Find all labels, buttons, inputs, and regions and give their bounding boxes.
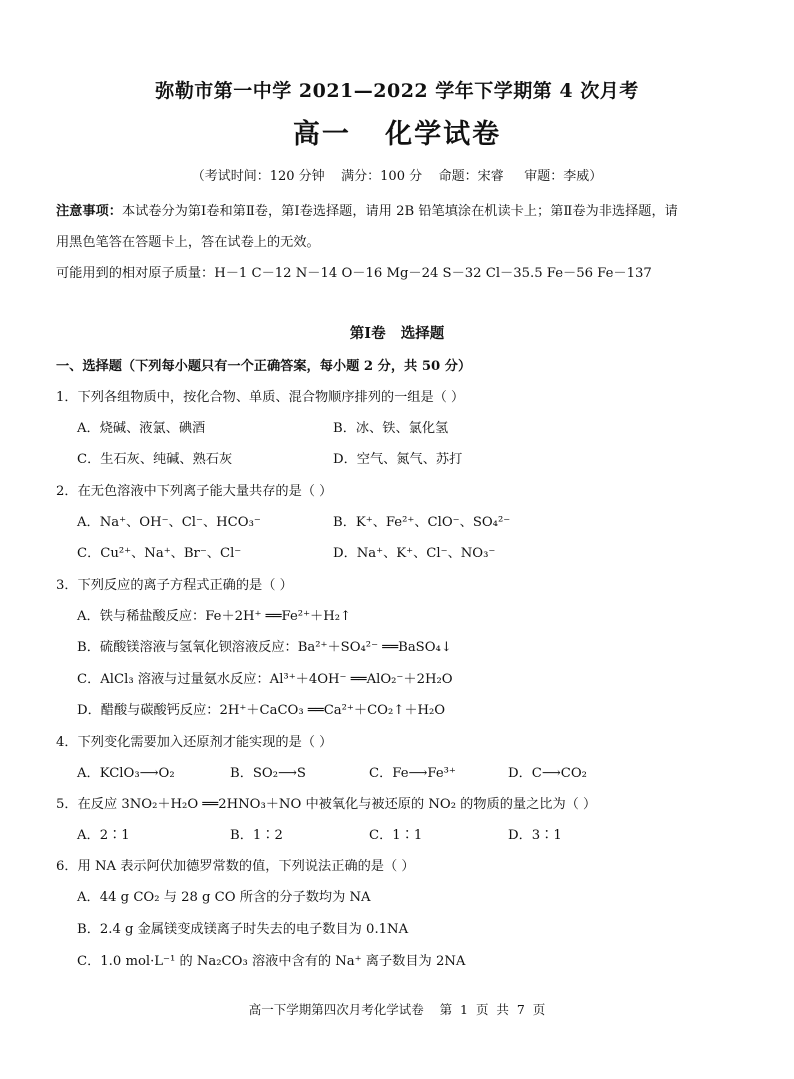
q3-option-c: C．AlCl₃ 溶液与过量氨水反应：Al³⁺＋4OH⁻ ══AlO₂⁻＋2H₂O [77, 672, 453, 687]
question-6-stem: 6．用 NA 表示阿伏加德罗常数的值，下列说法正确的是（ ） [56, 859, 415, 874]
q3-option-a: A．铁与稀盐酸反应：Fe＋2H⁺ ══Fe²⁺＋H₂↑ [77, 609, 352, 624]
notice-line-2: 用黑色笔答在答题卡上，答在试卷上的无效。 [56, 235, 320, 250]
q2-option-c: C．Cu²⁺、Na⁺、Br⁻、Cl⁻ [77, 546, 242, 561]
q1-option-c: C．生石灰、纯碱、熟石灰 [77, 452, 233, 467]
q1-option-a: A．烧碱、液氯、碘酒 [77, 421, 206, 436]
q5-option-b: B．1∶2 [230, 828, 283, 843]
question-3-stem: 3．下列反应的离子方程式正确的是（ ） [56, 578, 293, 593]
q1-option-b: B．冰、铁、氯化氢 [333, 421, 449, 436]
q5-option-d: D．3∶1 [508, 828, 562, 843]
exam-subtitle: 高一 化学试卷 [292, 119, 502, 150]
q6-option-b: B．2.4 g 金属镁变成镁离子时失去的电子数目为 0.1NA [77, 922, 409, 937]
q4-option-a: A．KClO₃⟶O₂ [77, 766, 175, 781]
q5-option-a: A．2∶1 [77, 828, 130, 843]
question-5-stem: 5．在反应 3NO₂＋H₂O ══2HNO₃＋NO 中被氧化与被还原的 NO₂ 的物质的量之比为（ ） [56, 797, 597, 812]
exam-title: 弥勒市第一中学 2021—2022 学年下学期第 4 次月考 [155, 80, 639, 102]
q4-option-c: C．Fe⟶Fe³⁺ [369, 766, 456, 781]
section-heading: 一、选择题（下列每小题只有一个正确答案，每小题 2 分，共 50 分） [56, 359, 472, 374]
notice-text-1: 本试卷分为第Ⅰ卷和第Ⅱ卷，第Ⅰ卷选择题，请用 2B 铅笔填涂在机读卡上；第Ⅱ卷为非选择题，请 [121, 204, 678, 219]
q4-option-d: D．C⟶CO₂ [508, 766, 587, 781]
page-footer: 高一下学期第四次月考化学试卷 第 1 页 共 7 页 [248, 1002, 546, 1017]
q3-option-b: B．硫酸镁溶液与氢氧化钡溶液反应：Ba²⁺＋SO₄²⁻ ══BaSO₄↓ [77, 640, 452, 655]
q6-option-c: C．1.0 mol·L⁻¹ 的 Na₂CO₃ 溶液中含有的 Na⁺ 离子数目为 2NA [77, 954, 466, 969]
q2-option-d: D．Na⁺、K⁺、Cl⁻、NO₃⁻ [333, 546, 496, 561]
q6-option-a: A．44 g CO₂ 与 28 g CO 所含的分子数均为 NA [77, 890, 371, 905]
q5-option-c: C．1∶1 [369, 828, 423, 843]
atomic-masses: 可能用到的相对原子质量：H－1 C－12 N－14 O－16 Mg－24 S－32 Cl－35.5 Fe－56 Fe－137 [56, 266, 652, 281]
exam-info: （考试时间：120 分钟 满分：100 分 命题：宋睿 审题：李威） [191, 169, 603, 184]
q2-option-b: B．K⁺、Fe²⁺、ClO⁻、SO₄²⁻ [333, 515, 511, 530]
q1-option-d: D．空气、氮气、苏打 [333, 452, 463, 467]
question-1-stem: 1．下列各组物质中，按化合物、单质、混合物顺序排列的一组是（ ） [56, 390, 465, 405]
section-title: 第Ⅰ卷 选择题 [349, 325, 445, 342]
q3-option-d: D．醋酸与碳酸钙反应：2H⁺＋CaCO₃ ══Ca²⁺＋CO₂↑＋H₂O [77, 703, 446, 718]
notice-label: 注意事项： [56, 204, 122, 219]
q4-option-b: B．SO₂⟶S [230, 766, 306, 781]
question-2-stem: 2．在无色溶液中下列离子能大量共存的是（ ） [56, 484, 333, 499]
q2-option-a: A．Na⁺、OH⁻、Cl⁻、HCO₃⁻ [77, 515, 261, 530]
question-4-stem: 4．下列变化需要加入还原剂才能实现的是（ ） [56, 735, 333, 750]
notice-line-1 [56, 200, 754, 219]
